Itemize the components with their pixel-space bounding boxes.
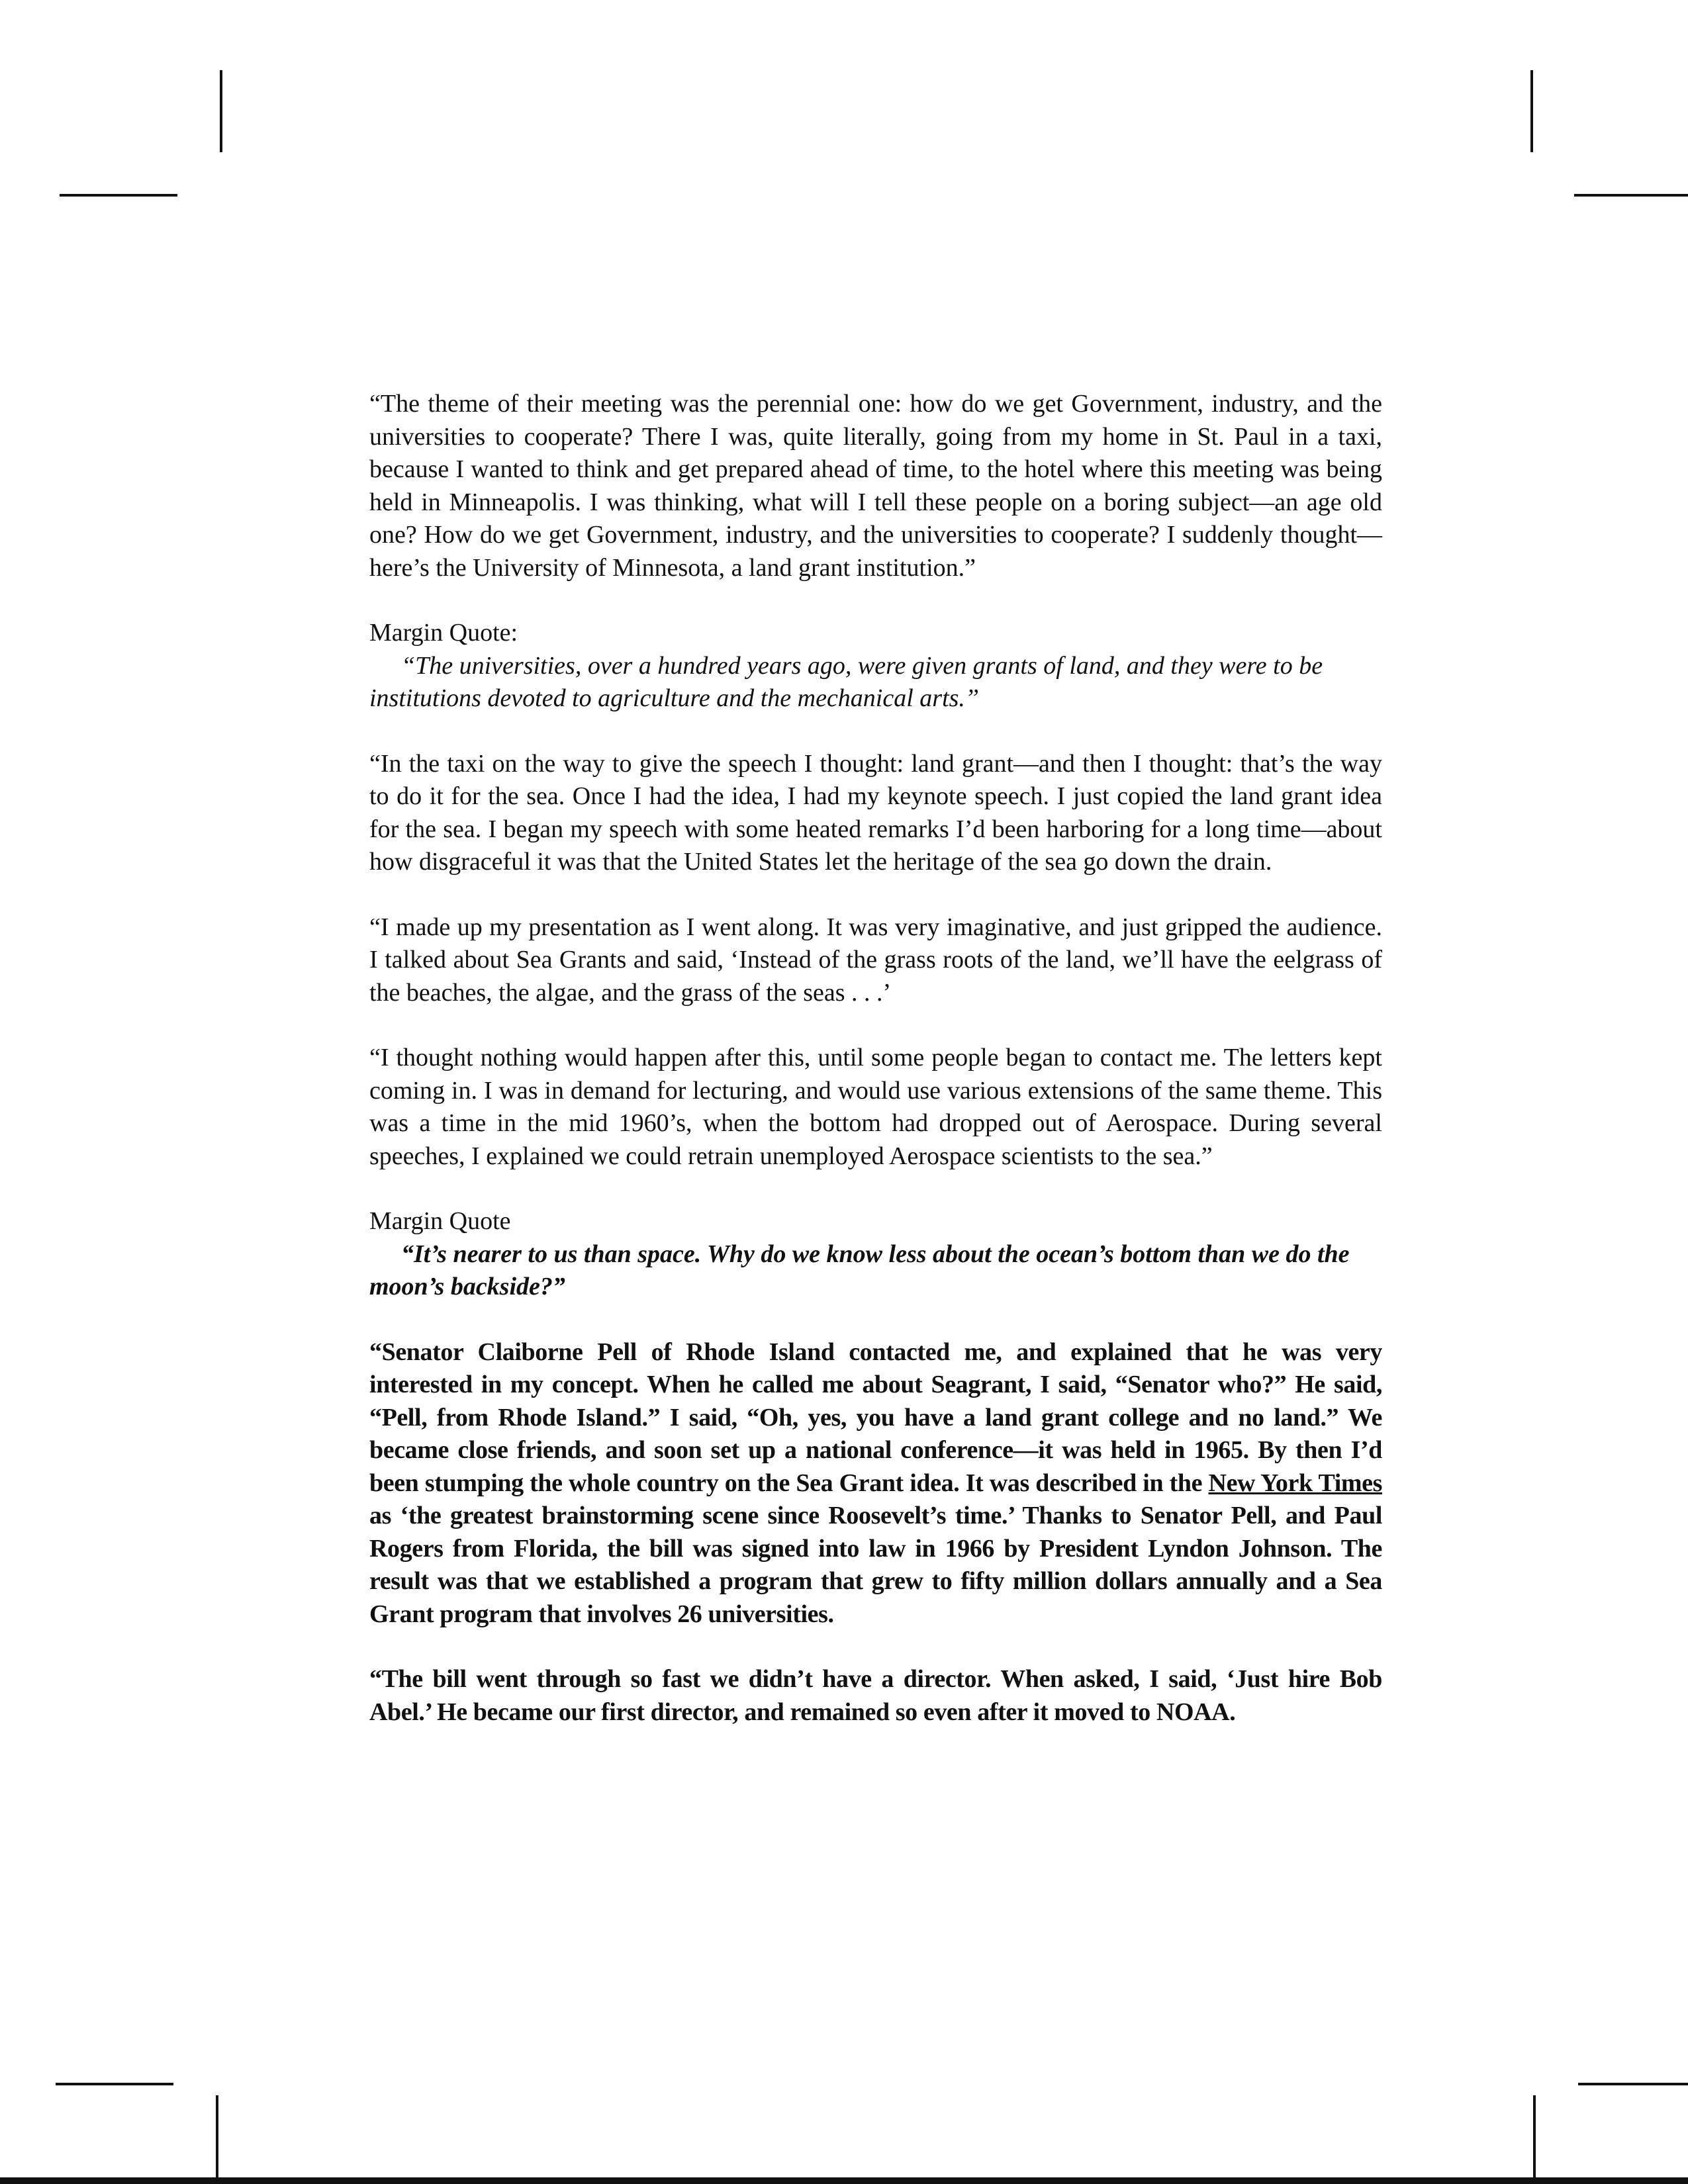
crop-mark-bottom-left-vertical bbox=[216, 2095, 218, 2177]
newspaper-title: New York Times bbox=[1208, 1469, 1383, 1497]
paragraph-meeting-theme: “The theme of their meeting was the perennial one: how do we get Government, industry, and the universities to cooperate? There I was, quite literally, going from my home in St. Paul in a taxi, because I wanted to think and get prepared ahead of time, to the hotel where this meeting was being held in Minneapolis. I was thinking, what will I tell these people on a boring subject—an age old one? How do we get Government, industry, and the universities to cooperate? I suddenly thought—here’s the University of Minnesota, a land grant institution.” bbox=[369, 390, 1382, 582]
margin-quote-text: “The universities, over a hundred years ago, were given grants of land, and they were to be institutions devoted to agriculture and the mechanical arts.” bbox=[369, 651, 1323, 712]
scan-edge-bar bbox=[0, 2177, 1688, 2184]
paragraph-presentation: “I made up my presentation as I went along. It was very imaginative, and just gripped the audience. I talked about Sea Grants and said, ‘Instead of the grass roots of the land, we’ll have the eelgrass of the beaches, the algae, and the grass of the seas . . .’ bbox=[369, 913, 1382, 1007]
crop-mark-top-right-vertical bbox=[1530, 70, 1533, 152]
margin-quote-text: “It’s nearer to us than space. Why do we know less about the ocean’s bottom than we do the moon’s backside?” bbox=[369, 1240, 1350, 1300]
paragraph-senator-pell bbox=[369, 1336, 1382, 1631]
paragraph-letters: “I thought nothing would happen after this, until some people began to contact me. The letters kept coming in. I was in demand for lecturing, and would use various extensions of the same theme. This was a time in the mid 1960’s, when the bottom had dropped out of Aerospace. During several speeches, I explained we could retrain unemployed Aerospace scientists to the sea.” bbox=[369, 1044, 1382, 1170]
paragraph-taxi-speech: “In the taxi on the way to give the speech I thought: land grant—and then I thought: that’s the way to do it for the sea. Once I had the idea, I had my keynote speech. I just copied the land grant idea for the sea. I began my speech with some heated remarks I’d been harboring for a long time—about how disgraceful it was that the United States let the heritage of the sea go down the drain. bbox=[369, 749, 1382, 876]
margin-quote-heading: Margin Quote bbox=[369, 1207, 511, 1235]
margin-quote-heading: Margin Quote: bbox=[369, 619, 518, 647]
crop-mark-bottom-left-horizontal bbox=[56, 2083, 173, 2085]
document-body bbox=[369, 388, 1382, 1761]
crop-mark-top-right-horizontal bbox=[1574, 194, 1688, 197]
crop-mark-top-left-vertical bbox=[220, 70, 222, 152]
paragraph-director: “The bill went through so fast we didn’t have a director. When asked, I said, ‘Just hire Bob Abel.’ He became our first director, and remained so even after it moved to NOAA. bbox=[369, 1665, 1382, 1726]
crop-mark-bottom-right-horizontal bbox=[1578, 2083, 1688, 2085]
crop-mark-bottom-right-vertical bbox=[1533, 2095, 1536, 2177]
paragraph-text: as ‘the greatest brainstorming scene since Roosevelt’s time.’ Thanks to Senator Pell, and Paul Rogers from Florida, the bill was signed into law in 1966 by President Lyndon Johnson. The result was that we established a program that grew to fifty million dollars annually and a Sea Grant program that involves 26 universities. bbox=[369, 1502, 1382, 1628]
crop-mark-top-left-horizontal bbox=[60, 194, 177, 197]
paragraph-text: “Senator Claiborne Pell of Rhode Island contacted me, and explained that he was very interested in my concept. When he called me about Seagrant, I said, “Senator who?” He said, “Pell, from Rhode Island.” I said, “Oh, yes, you have a land grant college and no land.” We became close friends, and soon set up a national conference—it was held in 1965. By then I’d been stumping the whole country on the Sea Grant idea. It was described in the bbox=[369, 1338, 1382, 1497]
